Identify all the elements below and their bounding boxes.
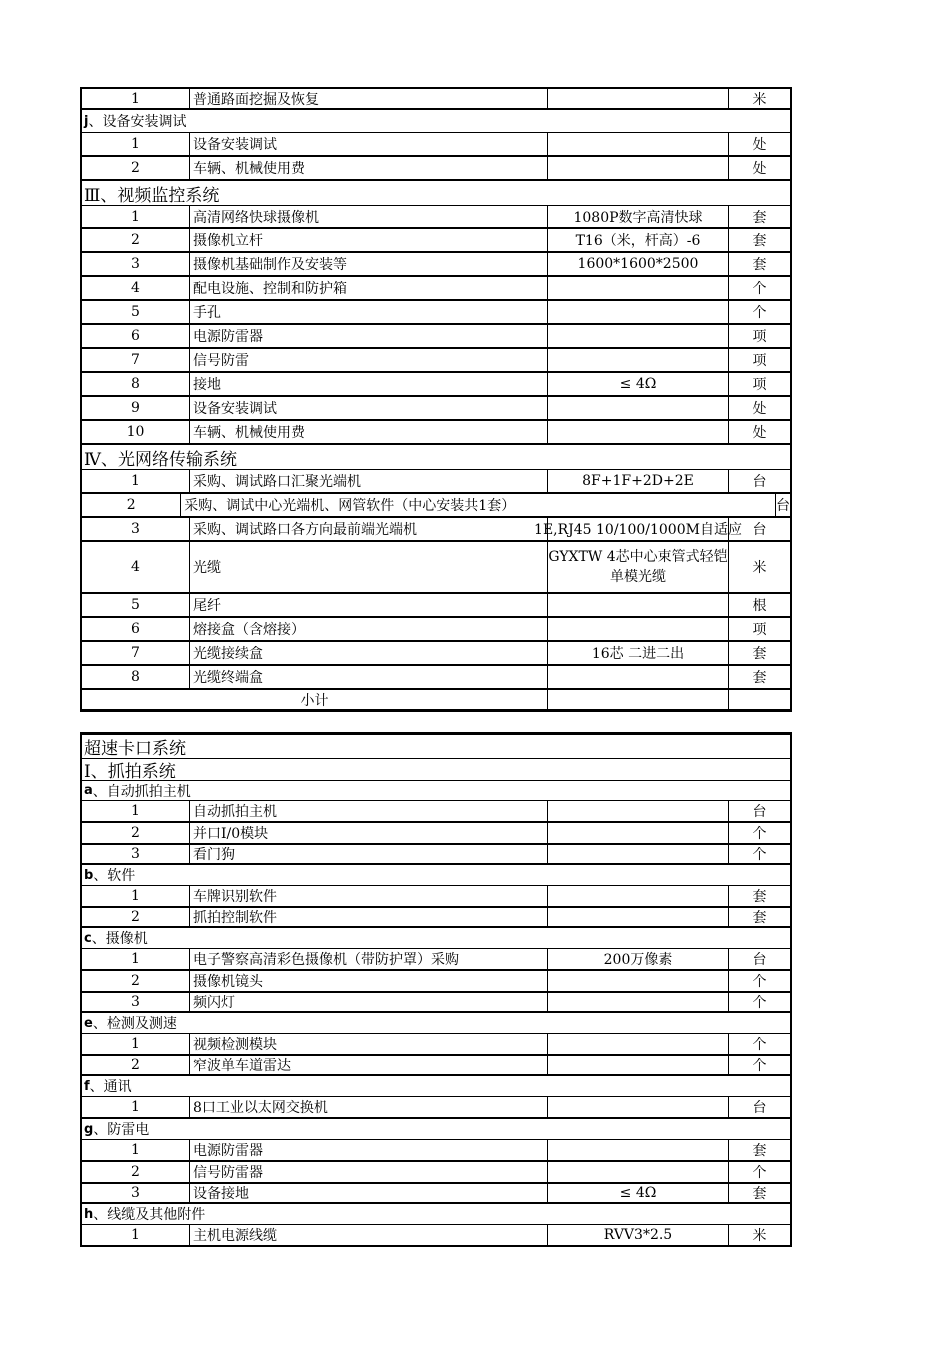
table-row bbox=[80, 542, 792, 594]
item-unit: 项 bbox=[752, 353, 767, 369]
item-spec: GYXTW 4芯中心束管式轻铠单模光缆 bbox=[548, 542, 729, 592]
item-unit: 套 bbox=[752, 646, 767, 662]
item-name: 电子警察高清彩色摄像机（带防护罩）采购 bbox=[190, 949, 548, 969]
item-spec bbox=[548, 89, 729, 108]
subsection-letter: h bbox=[84, 1206, 94, 1222]
table-row bbox=[80, 1013, 792, 1034]
item-name: 接地 bbox=[190, 373, 548, 395]
table-row bbox=[80, 949, 792, 971]
item-name: 设备接地 bbox=[190, 1184, 548, 1202]
item-name: 普通路面挖掘及恢复 bbox=[190, 89, 548, 108]
item-spec bbox=[548, 133, 729, 155]
item-unit: 台 bbox=[752, 1100, 767, 1116]
item-spec: 200万像素 bbox=[548, 949, 729, 969]
item-name: 光缆 bbox=[190, 542, 548, 592]
subsection-heading bbox=[82, 1204, 790, 1224]
item-name: 频闪灯 bbox=[190, 993, 548, 1011]
item-spec bbox=[548, 277, 729, 299]
subsection-letter: a bbox=[84, 783, 93, 798]
item-spec bbox=[548, 325, 729, 347]
subsection-title: 、检测及测速 bbox=[92, 1016, 177, 1032]
item-number: 9 bbox=[82, 397, 190, 419]
item-unit: 项 bbox=[752, 377, 767, 393]
table-row bbox=[80, 397, 792, 421]
item-name: 高清网络快球摄像机 bbox=[190, 206, 548, 227]
item-spec bbox=[548, 1056, 729, 1074]
item-unit: 台 bbox=[752, 474, 767, 490]
item-number: 1 bbox=[82, 470, 190, 492]
item-number: 1 bbox=[82, 133, 190, 155]
table-row bbox=[80, 1140, 792, 1162]
section-heading: Ⅰ、抓拍系统 bbox=[84, 762, 176, 782]
table-row bbox=[80, 253, 792, 277]
subsection-heading bbox=[82, 110, 790, 132]
item-unit: 米 bbox=[752, 560, 767, 576]
item-name: 配电设施、控制和防护箱 bbox=[190, 277, 548, 299]
subsection-heading bbox=[82, 781, 790, 800]
item-unit: 套 bbox=[752, 1186, 767, 1202]
item-spec: RVV3*2.5 bbox=[548, 1225, 729, 1245]
table-row bbox=[80, 349, 792, 373]
item-spec: T16（米，杆高）-6 bbox=[548, 229, 729, 251]
item-name: 窄波单车道雷达 bbox=[190, 1056, 548, 1074]
item-spec bbox=[548, 1140, 729, 1160]
item-name: 信号防雷 bbox=[190, 349, 548, 371]
table-row bbox=[80, 971, 792, 993]
item-name: 电源防雷器 bbox=[190, 325, 548, 347]
item-name: 车辆、机械使用费 bbox=[190, 421, 548, 443]
table-row bbox=[80, 1225, 792, 1247]
item-number: 8 bbox=[82, 666, 190, 688]
subsection-letter: e bbox=[84, 1015, 93, 1031]
table-row bbox=[80, 666, 792, 690]
item-name: 视频检测模块 bbox=[190, 1034, 548, 1054]
item-number: 2 bbox=[82, 971, 190, 991]
item-unit: 套 bbox=[752, 910, 767, 926]
item-spec bbox=[548, 666, 729, 688]
item-unit: 个 bbox=[752, 281, 767, 297]
item-spec bbox=[548, 618, 729, 640]
item-name: 信号防雷器 bbox=[190, 1162, 548, 1182]
item-unit: 套 bbox=[752, 257, 767, 273]
item-number: 4 bbox=[82, 542, 190, 592]
subsection-title: 、软件 bbox=[93, 868, 136, 884]
item-name: 摄像机基础制作及安装等 bbox=[190, 253, 548, 275]
item-spec: 8F+1F+2D+2E bbox=[548, 470, 729, 492]
item-number: 7 bbox=[82, 642, 190, 664]
subtotal-label: 小计 bbox=[82, 690, 548, 709]
table-row bbox=[80, 133, 792, 157]
subsection-title: 、通讯 bbox=[89, 1079, 132, 1095]
item-unit: 个 bbox=[752, 995, 767, 1011]
item-name: 主机电源线缆 bbox=[190, 1225, 548, 1245]
item-number: 2 bbox=[82, 494, 181, 516]
table-row bbox=[80, 1076, 792, 1097]
table-row bbox=[80, 801, 792, 823]
item-name: 采购、调试路口各方向最前端光端机 bbox=[190, 518, 548, 540]
item-number: 2 bbox=[82, 1162, 190, 1182]
table-row bbox=[80, 781, 792, 801]
item-unit: 处 bbox=[752, 137, 767, 153]
item-unit: 个 bbox=[752, 1165, 767, 1181]
table-row bbox=[80, 928, 792, 949]
item-name: 设备安装调试 bbox=[190, 397, 548, 419]
item-number: 1 bbox=[82, 206, 190, 227]
subsection-heading bbox=[82, 865, 790, 885]
item-spec bbox=[548, 993, 729, 1011]
item-name: 采购、调试路口汇聚光端机 bbox=[190, 470, 548, 492]
table-row bbox=[80, 373, 792, 397]
item-unit: 个 bbox=[752, 847, 767, 863]
subsection-letter: g bbox=[84, 1121, 94, 1137]
table-row bbox=[80, 690, 792, 712]
item-spec bbox=[548, 845, 729, 863]
subsection-heading bbox=[82, 1119, 790, 1139]
item-spec: 1E,RJ45 10/100/1000M自适应 bbox=[548, 518, 729, 540]
item-unit: 套 bbox=[752, 233, 767, 249]
item-unit: 台 bbox=[776, 498, 790, 514]
subsection-title: 、设备安装调试 bbox=[88, 114, 187, 130]
table-row bbox=[80, 823, 792, 845]
item-name: 并口I/0模块 bbox=[190, 823, 548, 843]
item-number: 1 bbox=[82, 1140, 190, 1160]
item-spec bbox=[548, 908, 729, 926]
subsection-letter: b bbox=[84, 867, 94, 883]
table-row bbox=[80, 1204, 792, 1225]
section-heading: Ⅳ、光网络传输系统 bbox=[84, 449, 237, 470]
table-row bbox=[80, 1034, 792, 1056]
subsection-title: 、防雷电 bbox=[93, 1122, 150, 1138]
item-name: 抓拍控制软件 bbox=[190, 908, 548, 926]
item-spec: 1600*1600*2500 bbox=[548, 253, 729, 275]
table-row bbox=[80, 206, 792, 229]
table-row bbox=[80, 421, 792, 445]
item-name: 自动抓拍主机 bbox=[190, 801, 548, 821]
item-unit: 套 bbox=[752, 670, 767, 686]
subsection-title: 、线缆及其他附件 bbox=[93, 1207, 206, 1223]
item-spec bbox=[548, 421, 729, 443]
item-number: 6 bbox=[82, 618, 190, 640]
item-spec bbox=[548, 971, 729, 991]
table-row bbox=[80, 759, 792, 781]
table-row bbox=[80, 1184, 792, 1204]
table-row bbox=[80, 1119, 792, 1140]
subsection-title: 、摄像机 bbox=[91, 931, 148, 947]
table-row bbox=[80, 594, 792, 618]
item-number: 6 bbox=[82, 325, 190, 347]
item-unit: 套 bbox=[752, 1143, 767, 1159]
item-name: 光缆终端盒 bbox=[190, 666, 548, 688]
item-name: 采购、调试中心光端机、网管软件（中心安装共1套） bbox=[181, 494, 776, 516]
item-spec bbox=[548, 1034, 729, 1054]
item-number: 3 bbox=[82, 518, 190, 540]
item-spec: 1080P数字高清快球 bbox=[548, 206, 729, 227]
item-name: 摄像机立杆 bbox=[190, 229, 548, 251]
table-row bbox=[80, 1162, 792, 1184]
equipment-table-upper bbox=[80, 87, 792, 712]
empty-unit-cell bbox=[729, 690, 790, 709]
item-number: 10 bbox=[82, 421, 190, 443]
subsection-letter: f bbox=[84, 1078, 90, 1094]
item-number: 8 bbox=[82, 373, 190, 395]
table-row bbox=[80, 993, 792, 1013]
table-row bbox=[80, 908, 792, 928]
item-unit: 台 bbox=[752, 804, 767, 820]
table-row bbox=[80, 642, 792, 666]
item-unit: 米 bbox=[752, 91, 767, 108]
table-row bbox=[80, 470, 792, 494]
item-name: 摄像机镜头 bbox=[190, 971, 548, 991]
section-heading: Ⅲ、视频监控系统 bbox=[84, 185, 220, 206]
item-number: 1 bbox=[82, 949, 190, 969]
subsection-heading bbox=[82, 1013, 790, 1033]
subsection-letter: j bbox=[84, 113, 89, 129]
table-row bbox=[80, 87, 792, 110]
table-row bbox=[80, 518, 792, 542]
item-unit: 项 bbox=[752, 329, 767, 345]
item-unit: 处 bbox=[752, 425, 767, 441]
table-row bbox=[80, 229, 792, 253]
item-number: 3 bbox=[82, 845, 190, 863]
item-number: 5 bbox=[82, 594, 190, 616]
table-row bbox=[80, 181, 792, 206]
item-number: 1 bbox=[82, 1097, 190, 1117]
item-spec bbox=[548, 1162, 729, 1182]
item-number: 1 bbox=[82, 801, 190, 821]
table-row bbox=[80, 277, 792, 301]
item-unit: 处 bbox=[752, 401, 767, 417]
item-number: 3 bbox=[82, 993, 190, 1011]
subsection-heading bbox=[82, 928, 790, 948]
item-name: 设备安装调试 bbox=[190, 133, 548, 155]
item-spec: ≤ 4Ω bbox=[548, 373, 729, 395]
item-spec bbox=[548, 1097, 729, 1117]
subsection-letter: c bbox=[84, 930, 92, 946]
table-row bbox=[80, 886, 792, 908]
table-row bbox=[80, 735, 792, 759]
table-row bbox=[80, 325, 792, 349]
item-spec bbox=[548, 886, 729, 906]
item-unit: 项 bbox=[752, 622, 767, 638]
item-number: 2 bbox=[82, 1056, 190, 1074]
table-row bbox=[80, 445, 792, 470]
table-row bbox=[80, 301, 792, 325]
item-number: 2 bbox=[82, 157, 190, 179]
table-row bbox=[80, 845, 792, 865]
item-spec bbox=[548, 801, 729, 821]
item-number: 3 bbox=[82, 253, 190, 275]
item-number: 2 bbox=[82, 823, 190, 843]
item-unit: 个 bbox=[752, 305, 767, 321]
item-number: 1 bbox=[82, 1034, 190, 1054]
item-spec bbox=[548, 349, 729, 371]
table-row bbox=[80, 618, 792, 642]
item-unit: 个 bbox=[752, 1058, 767, 1074]
item-unit: 根 bbox=[752, 598, 767, 614]
item-number: 1 bbox=[82, 89, 190, 108]
item-name: 看门狗 bbox=[190, 845, 548, 863]
empty-spec-cell bbox=[548, 690, 729, 709]
table-row bbox=[80, 110, 792, 133]
item-unit: 个 bbox=[752, 826, 767, 842]
item-spec bbox=[548, 397, 729, 419]
item-unit: 套 bbox=[752, 209, 767, 226]
item-unit: 台 bbox=[752, 522, 767, 538]
item-unit: 台 bbox=[752, 952, 767, 968]
item-spec bbox=[548, 301, 729, 323]
section-heading: 超速卡口系统 bbox=[84, 739, 186, 759]
item-number: 1 bbox=[82, 886, 190, 906]
item-name: 手孔 bbox=[190, 301, 548, 323]
item-name: 车牌识别软件 bbox=[190, 886, 548, 906]
item-spec bbox=[548, 594, 729, 616]
item-number: 5 bbox=[82, 301, 190, 323]
item-unit: 处 bbox=[752, 161, 767, 177]
item-name: 光缆接续盒 bbox=[190, 642, 548, 664]
table-row bbox=[80, 1097, 792, 1119]
item-number: 1 bbox=[82, 1225, 190, 1245]
item-name: 电源防雷器 bbox=[190, 1140, 548, 1160]
table-row bbox=[80, 865, 792, 886]
item-name: 熔接盒（含熔接） bbox=[190, 618, 548, 640]
subsection-title: 、自动抓拍主机 bbox=[92, 783, 191, 800]
item-spec: 16芯 二进二出 bbox=[548, 642, 729, 664]
subsection-heading bbox=[82, 1076, 790, 1096]
item-spec bbox=[548, 157, 729, 179]
item-name: 8口工业以太网交换机 bbox=[190, 1097, 548, 1117]
table-row bbox=[80, 494, 792, 518]
item-spec: ≤ 4Ω bbox=[548, 1184, 729, 1202]
item-number: 2 bbox=[82, 908, 190, 926]
equipment-table-lower bbox=[80, 732, 792, 1247]
item-number: 7 bbox=[82, 349, 190, 371]
item-unit: 个 bbox=[752, 1037, 767, 1053]
item-name: 车辆、机械使用费 bbox=[190, 157, 548, 179]
item-unit: 米 bbox=[752, 1228, 767, 1244]
item-spec bbox=[548, 823, 729, 843]
item-number: 2 bbox=[82, 229, 190, 251]
table-row bbox=[80, 1056, 792, 1076]
item-number: 4 bbox=[82, 277, 190, 299]
item-name: 尾纤 bbox=[190, 594, 548, 616]
item-number: 3 bbox=[82, 1184, 190, 1202]
table-row bbox=[80, 157, 792, 181]
item-unit: 个 bbox=[752, 974, 767, 990]
item-unit: 套 bbox=[752, 889, 767, 905]
